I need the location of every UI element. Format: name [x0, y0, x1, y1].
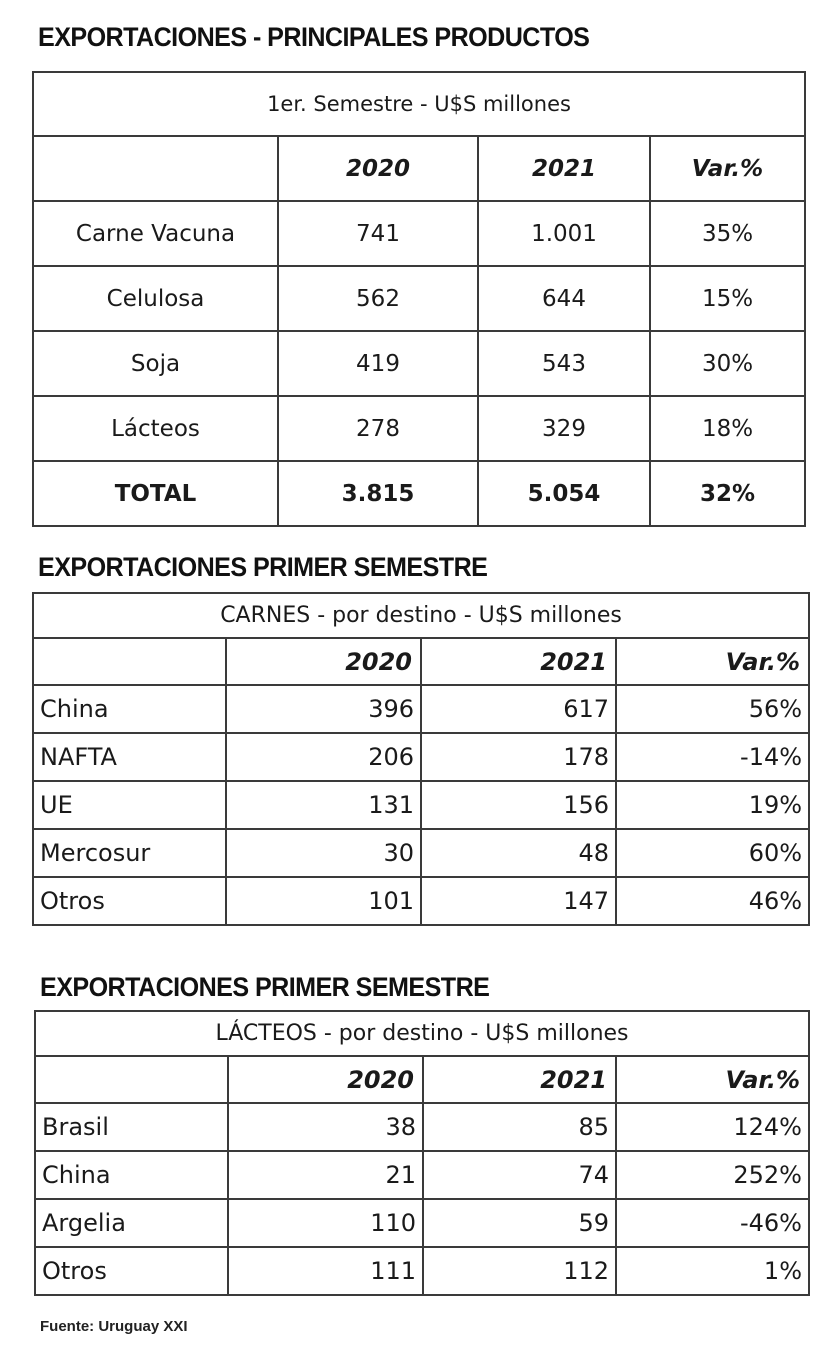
- table2-caption: CARNES - por destino - U$S millones: [33, 593, 809, 638]
- header-var: Var.%: [650, 136, 805, 201]
- table1-title: EXPORTACIONES - PRINCIPALES PRODUCTOS: [38, 22, 590, 52]
- header-var: Var.%: [616, 638, 809, 685]
- header-blank: [33, 136, 278, 201]
- value-var: 46%: [616, 877, 809, 925]
- header-2021: 2021: [478, 136, 650, 201]
- value-var: -14%: [616, 733, 809, 781]
- value-2021: 178: [421, 733, 616, 781]
- destination-name: UE: [33, 781, 226, 829]
- value-var: 15%: [650, 266, 805, 331]
- destination-name: Argelia: [35, 1199, 228, 1247]
- value-2020: 419: [278, 331, 478, 396]
- value-var: 30%: [650, 331, 805, 396]
- table-row: [35, 1151, 809, 1199]
- value-2021: 329: [478, 396, 650, 461]
- value-var: 18%: [650, 396, 805, 461]
- table-row: [33, 331, 805, 396]
- product-name: Soja: [33, 331, 278, 396]
- value-var: 56%: [616, 685, 809, 733]
- value-2020: 38: [228, 1103, 423, 1151]
- table-header-row: [35, 1056, 809, 1103]
- table-header-row: [33, 638, 809, 685]
- destination-name: Mercosur: [33, 829, 226, 877]
- table3-caption: LÁCTEOS - por destino - U$S millones: [35, 1011, 809, 1056]
- total-2021: 5.054: [478, 461, 650, 526]
- value-2020: 111: [228, 1247, 423, 1295]
- value-2021: 644: [478, 266, 650, 331]
- table1-caption: 1er. Semestre - U$S millones: [33, 72, 805, 136]
- value-2020: 206: [226, 733, 421, 781]
- product-name: Lácteos: [33, 396, 278, 461]
- header-blank: [33, 638, 226, 685]
- meat-destination-table: [32, 592, 810, 926]
- value-2021: 617: [421, 685, 616, 733]
- dairy-destination-table: [34, 1010, 810, 1296]
- header-2021: 2021: [423, 1056, 616, 1103]
- value-2021: 147: [421, 877, 616, 925]
- table3-title: EXPORTACIONES PRIMER SEMESTRE: [40, 972, 490, 1002]
- product-name: Celulosa: [33, 266, 278, 331]
- value-2021: 1.001: [478, 201, 650, 266]
- table-row: [33, 396, 805, 461]
- value-var: 252%: [616, 1151, 809, 1199]
- destination-name: China: [33, 685, 226, 733]
- destination-name: Brasil: [35, 1103, 228, 1151]
- value-var: 1%: [616, 1247, 809, 1295]
- total-label: TOTAL: [33, 461, 278, 526]
- value-2021: 59: [423, 1199, 616, 1247]
- table-row: [33, 829, 809, 877]
- header-blank: [35, 1056, 228, 1103]
- header-2020: 2020: [278, 136, 478, 201]
- value-2020: 741: [278, 201, 478, 266]
- table-row: [33, 781, 809, 829]
- header-2020: 2020: [228, 1056, 423, 1103]
- value-2021: 543: [478, 331, 650, 396]
- table-row: [33, 266, 805, 331]
- value-var: 124%: [616, 1103, 809, 1151]
- header-2021: 2021: [421, 638, 616, 685]
- value-2020: 30: [226, 829, 421, 877]
- value-2020: 101: [226, 877, 421, 925]
- table-row: [35, 1103, 809, 1151]
- header-var: Var.%: [616, 1056, 809, 1103]
- destination-name: China: [35, 1151, 228, 1199]
- table-row: [33, 877, 809, 925]
- table-row: [35, 1199, 809, 1247]
- value-var: 60%: [616, 829, 809, 877]
- table-row: [33, 685, 809, 733]
- value-var: -46%: [616, 1199, 809, 1247]
- value-2020: 278: [278, 396, 478, 461]
- value-2020: 562: [278, 266, 478, 331]
- value-2020: 110: [228, 1199, 423, 1247]
- table-row: [33, 201, 805, 266]
- table-header-row: [33, 136, 805, 201]
- value-var: 19%: [616, 781, 809, 829]
- table-row: [35, 1247, 809, 1295]
- product-name: Carne Vacuna: [33, 201, 278, 266]
- value-2021: 85: [423, 1103, 616, 1151]
- destination-name: Otros: [35, 1247, 228, 1295]
- destination-name: Otros: [33, 877, 226, 925]
- destination-name: NAFTA: [33, 733, 226, 781]
- table2-title: EXPORTACIONES PRIMER SEMESTRE: [38, 552, 488, 582]
- header-2020: 2020: [226, 638, 421, 685]
- total-row: [33, 461, 805, 526]
- value-2021: 74: [423, 1151, 616, 1199]
- value-2021: 112: [423, 1247, 616, 1295]
- value-2021: 48: [421, 829, 616, 877]
- total-var: 32%: [650, 461, 805, 526]
- value-2020: 131: [226, 781, 421, 829]
- value-2021: 156: [421, 781, 616, 829]
- value-var: 35%: [650, 201, 805, 266]
- products-table: [32, 71, 806, 527]
- source-note: Fuente: Uruguay XXI: [40, 1318, 188, 1335]
- total-2020: 3.815: [278, 461, 478, 526]
- value-2020: 396: [226, 685, 421, 733]
- table-row: [33, 733, 809, 781]
- value-2020: 21: [228, 1151, 423, 1199]
